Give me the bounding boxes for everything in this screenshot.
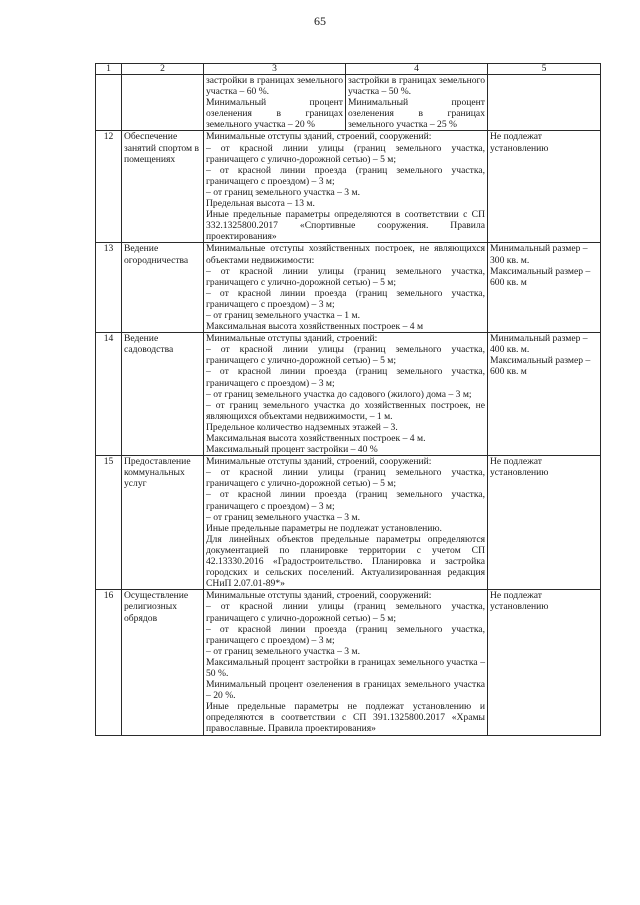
table-row [96, 590, 601, 735]
empty-cell [488, 75, 601, 131]
continuation-col4 [346, 75, 488, 131]
text-line: Максимальный процент застройки в границах земельного участка – 50 %. [206, 656, 485, 679]
row-number-cell: 12 [96, 131, 122, 243]
parameters-cell [204, 590, 488, 735]
text-line: Минимальные отступы зданий, строений, сооружений: [206, 131, 432, 143]
use-name-cell: Ведение садоводства [122, 333, 204, 456]
text-line: – от красной линии улицы (границ земельного участка, граничащего с улично-дорожной сетью) – 5 м; [206, 265, 485, 288]
text-line: Максимальный размер – 600 кв. м [490, 265, 591, 288]
text-line: Минимальный размер – 300 кв. м. [490, 243, 588, 266]
text-line: Предельное количество надземных этажей – 3. [206, 421, 398, 433]
text-line: Не подлежат установлению [490, 590, 549, 613]
parameters-cell [204, 131, 488, 243]
text-line: Предельная высота – 13 м. [206, 198, 315, 210]
text-line: – от красной линии проезда (границ земельного участка, граничащего с проездом) – 3 м; [206, 366, 485, 389]
plot-size-cell [488, 243, 601, 333]
table-row [96, 333, 601, 456]
parameters-cell [204, 243, 488, 333]
row-number-cell: 14 [96, 333, 122, 456]
text-line: – от красной линии проезда (границ земельного участка, граничащего с проездом) – 3 м; [206, 489, 485, 512]
use-name-cell: Ведение огородничества [122, 243, 204, 333]
header-cell: 2 [122, 64, 204, 75]
parameters-cell [204, 456, 488, 590]
text-line: застройки в границах земельного участка – 50 %. [348, 75, 485, 98]
use-name-cell: Осуществление религиозных обрядов [122, 590, 204, 735]
empty-cell [96, 75, 122, 131]
use-name-cell: Предоставление коммунальных услуг [122, 456, 204, 590]
table-header-row [96, 64, 601, 75]
text-line: Минимальный процент озеленения в границах земельного участка – 25 % [348, 97, 485, 131]
text-line: – от красной линии улицы (границ земельного участка, граничащего с улично-дорожной сетью) – 5 м; [206, 467, 485, 490]
text-line: Иные предельные параметры не подлежат установлению. [206, 522, 442, 534]
text-line: Максимальный размер – 600 кв. м [490, 355, 591, 378]
regulations-table [95, 63, 601, 736]
text-line: – от границ земельного участка – 1 м. [206, 309, 360, 321]
text-line: Не подлежат установлению [490, 456, 549, 479]
text-line: Иные предельные параметры не подлежат установлению и определяются в соответствии с СП 391.1325800.2017 «Храмы православные. Правила проектирования» [206, 701, 485, 735]
text-line: – от красной линии проезда (границ земельного участка, граничащего с проездом) – 3 м; [206, 623, 485, 646]
text-line: – от границ земельного участка – 3 м. [206, 511, 360, 523]
row-number-cell: 13 [96, 243, 122, 333]
text-line: – от красной линии проезда (границ земельного участка, граничащего с проездом) – 3 м; [206, 287, 485, 310]
text-line: Минимальные отступы зданий, строений: [206, 333, 378, 345]
continuation-col3 [204, 75, 346, 131]
text-line: Минимальный размер – 400 кв. м. [490, 333, 588, 356]
use-name-cell: Обеспечение занятий спортом в помещениях [122, 131, 204, 243]
text-line: Иные предельные параметры определяются в соответствии с СП 332.1325800.2017 «Спортивные сооружения. Правила проектирования» [206, 209, 485, 243]
row-number-cell: 15 [96, 456, 122, 590]
continuation-row [96, 75, 601, 131]
text-line: Максимальная высота хозяйственных построек – 4 м. [206, 433, 426, 444]
text-line: застройки в границах земельного участка – 60 %. [206, 75, 343, 98]
table-row [96, 131, 601, 243]
text-line: Минимальные отступы зданий, строений, сооружений: [206, 590, 432, 602]
row-number-cell: 16 [96, 590, 122, 735]
text-line: Минимальный процент озеленения в границах земельного участка – 20 % [206, 97, 343, 131]
text-line: Максимальная высота хозяйственных построек – 4 м [206, 321, 424, 333]
text-line: – от границ земельного участка – 3 м. [206, 186, 360, 198]
plot-size-cell [488, 333, 601, 456]
text-line: Максимальный процент застройки – 40 % [206, 444, 378, 456]
text-line: – от красной линии улицы (границ земельного участка, граничащего с улично-дорожной сетью) – 5 м; [206, 142, 485, 165]
header-cell: 4 [346, 64, 488, 75]
page-number: 65 [314, 14, 326, 28]
header-cell: 5 [488, 64, 601, 75]
table-row [96, 456, 601, 590]
text-line: – от границ земельного участка до хозяйственных построек, не являющихся объектами недвижимости, – 1 м. [206, 399, 485, 422]
plot-size-cell [488, 590, 601, 735]
text-line: – от красной линии улицы (границ земельного участка, граничащего с улично-дорожной сетью) – 5 м; [206, 344, 485, 367]
text-line: – от границ земельного участка – 3 м. [206, 645, 360, 657]
text-line: – от красной линии улицы (границ земельного участка, граничащего с улично-дорожной сетью) – 5 м; [206, 601, 485, 624]
text-line: – от красной линии проезда (границ земельного участка, граничащего с проездом) – 3 м; [206, 164, 485, 187]
text-line: Минимальный процент озеленения в границах земельного участка – 20 %. [206, 679, 485, 702]
text-line: Минимальные отступы хозяйственных построек, не являющихся объектами недвижимости: [206, 243, 485, 266]
text-line: Для линейных объектов предельные параметры определяются документацией по планировке территории с учетом СП 42.13330.2016 «Градостроительство. Планировка и застройка городских и сельских поселений. Актуализированная редакция СНиП 2.07.01-89*» [206, 533, 485, 590]
header-cell: 1 [96, 64, 122, 75]
header-cell: 3 [204, 64, 346, 75]
plot-size-cell [488, 131, 601, 243]
text-line: Минимальные отступы зданий, строений, сооружений: [206, 456, 432, 468]
empty-cell [122, 75, 204, 131]
text-line: – от границ земельного участка до садового (жилого) дома – 3 м; [206, 388, 472, 400]
text-line: Не подлежат установлению [490, 131, 549, 154]
table-row [96, 243, 601, 333]
plot-size-cell [488, 456, 601, 590]
parameters-cell [204, 333, 488, 456]
